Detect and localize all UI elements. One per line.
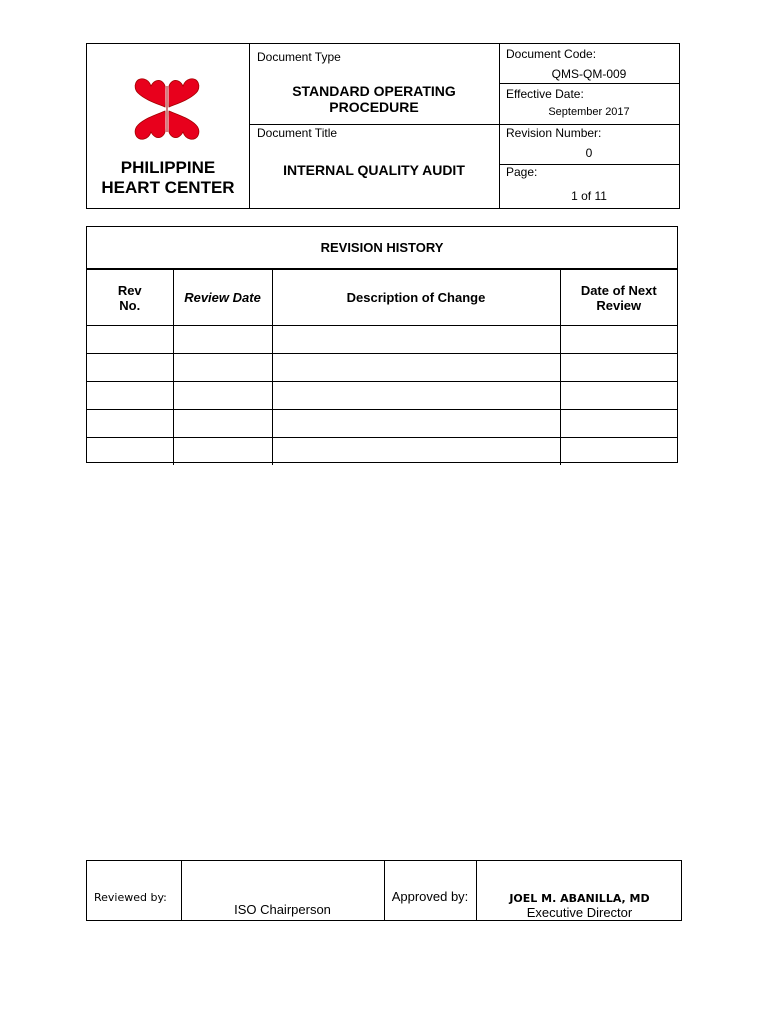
table-cell (272, 438, 560, 466)
reviewer-title: ISO Chairperson (234, 902, 331, 917)
table-cell (560, 438, 677, 466)
reviewed-by-label: Reviewed by: (94, 891, 167, 904)
effective-date-value: September 2017 (548, 106, 630, 118)
revision-history-title: REVISION HISTORY (87, 227, 677, 269)
table-cell (173, 354, 272, 382)
table-cell (87, 410, 173, 438)
table-cell (560, 354, 677, 382)
page-label: Page: (506, 165, 538, 179)
column-header-next-review: Date of Next Review (560, 270, 677, 326)
column-header-review-date: Review Date (173, 270, 272, 326)
organization-name-line2: HEART CENTER (101, 178, 235, 197)
table-row (87, 410, 677, 438)
table-cell (560, 326, 677, 354)
table-cell (87, 326, 173, 354)
approver-title: Executive Director (526, 905, 633, 920)
table-row (87, 382, 677, 410)
revision-history-grid (87, 269, 677, 465)
document-type-value-line1: STANDARD OPERATING (292, 83, 456, 99)
table-row (87, 354, 677, 382)
organization-name (87, 158, 249, 198)
table-cell (87, 438, 173, 466)
table-cell (560, 382, 677, 410)
table-row (87, 326, 677, 354)
effective-date-label: Effective Date: (506, 87, 584, 101)
heart-clover-logo-icon (132, 76, 202, 142)
table-cell (272, 326, 560, 354)
document-code-label: Document Code: (506, 47, 597, 61)
document-title-label: Document Title (257, 126, 338, 140)
table-header-row (87, 270, 677, 326)
revision-number-value: 0 (585, 146, 593, 160)
table-cell (173, 382, 272, 410)
column-header-rev-no: Rev No. (87, 270, 173, 326)
signature-footer (86, 860, 682, 921)
approver-name: JOEL M. ABANILLA, MD (509, 892, 650, 905)
table-cell (87, 354, 173, 382)
table-cell (173, 326, 272, 354)
organization-name-line1: PHILIPPINE (120, 158, 216, 177)
table-cell (272, 354, 560, 382)
table-cell (272, 382, 560, 410)
approved-by-label: Approved by: (391, 889, 469, 904)
revision-history-table (86, 226, 678, 463)
page-value: 1 of 11 (571, 189, 607, 203)
document-code-value: QMS-QM-009 (551, 67, 627, 81)
table-cell (173, 438, 272, 466)
document-header (86, 43, 680, 209)
table-cell (87, 382, 173, 410)
document-title-value: INTERNAL QUALITY AUDIT (283, 162, 465, 178)
document-type-label: Document Type (257, 50, 341, 64)
revision-number-label: Revision Number: (506, 126, 602, 140)
table-cell (560, 410, 677, 438)
document-type-value-line2: PROCEDURE (329, 99, 419, 115)
table-row (87, 438, 677, 466)
table-cell (173, 410, 272, 438)
column-header-description: Description of Change (272, 270, 560, 326)
table-cell (272, 410, 560, 438)
document-type-value (249, 83, 499, 115)
